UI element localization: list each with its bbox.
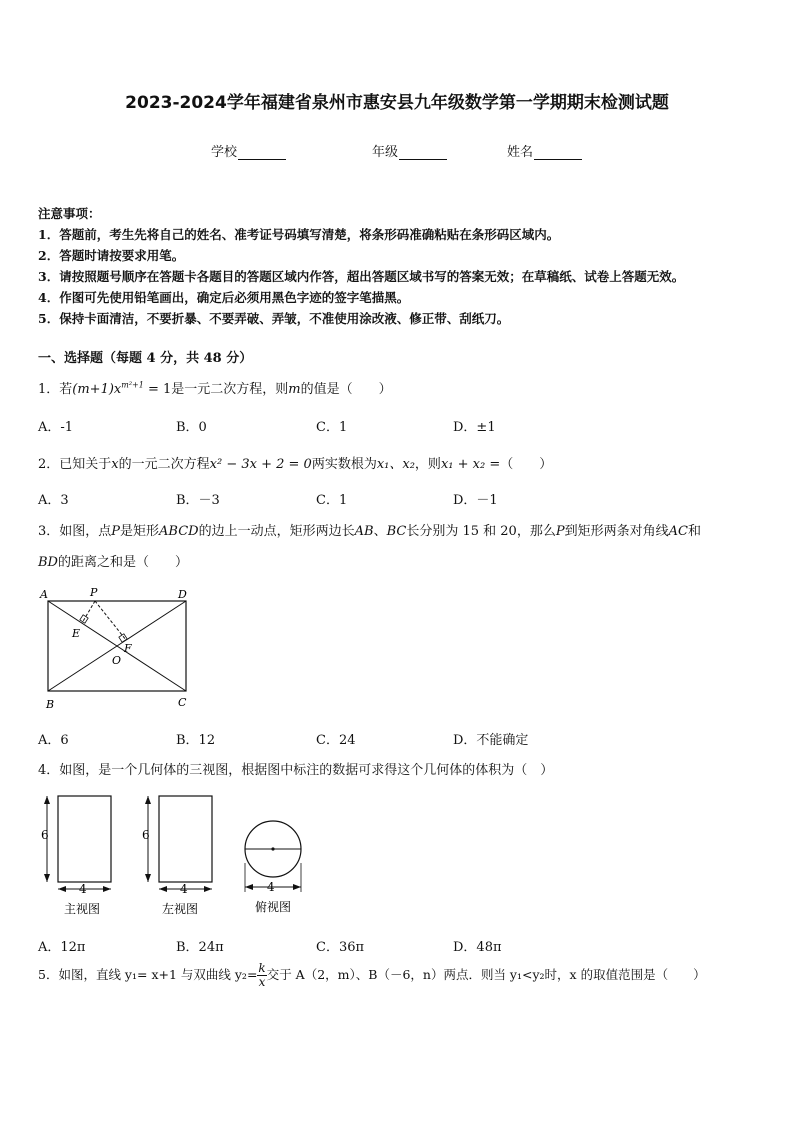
q4-option-c: C．36π: [316, 940, 365, 955]
center-dot: [271, 847, 274, 850]
q2-roots: x₁、x₂: [376, 457, 415, 472]
q1-text: 是一元二次方程，则: [171, 382, 289, 397]
name-field: [507, 141, 582, 160]
school-field: [211, 141, 286, 160]
label-d: D: [178, 588, 187, 601]
question-2: [38, 453, 552, 472]
q2-var: x: [111, 457, 119, 472]
grade-blank: [399, 146, 447, 160]
q1-option-a: A．-1: [38, 420, 74, 435]
question-1: [38, 378, 392, 397]
arrow-left-icon: [245, 884, 253, 890]
label-b: B: [46, 698, 55, 711]
grade-field: [372, 141, 447, 160]
q3-text-b: 是矩形: [120, 524, 160, 539]
q3-text-c: 的边上一动点，矩形两边长: [198, 524, 355, 539]
notes-block: [38, 203, 684, 329]
q2-text-c: 两实数根为: [311, 457, 377, 472]
section-heading-choice: 一、选择题（每题 4 分，共 48 分）: [38, 351, 253, 366]
note-item: 4．作图可先使用铅笔画出，确定后必须用黑色字迹的签字笔描黑。: [38, 290, 410, 305]
q4-front-view: [36, 792, 126, 922]
q2-text-b: 的一元二次方程: [118, 457, 210, 472]
width-label: 4: [79, 882, 87, 896]
note-item: 5．保持卡面清洁，不要折暴、不要弄破、弄皱，不准使用涂改液、修正带、刮纸刀。: [38, 311, 510, 326]
question-3-line2: [38, 551, 188, 570]
school-label: 学校: [211, 145, 238, 160]
q2-text-e: （ ）: [500, 457, 553, 472]
q3-text-e: 到矩形两条对角线: [564, 524, 669, 539]
arrow-up-icon: [145, 796, 151, 804]
name-label: 姓名: [507, 145, 534, 160]
q2-option-b: B．－3: [176, 493, 220, 508]
caption-side-view: 左视图: [162, 902, 199, 916]
q4-option-b: B．24π: [176, 940, 224, 955]
q3-text-line2: 的距离之和是（ ）: [57, 555, 188, 570]
q1-option-d: D．±1: [453, 420, 496, 435]
q2-sum: x₁ + x₂ =: [440, 457, 501, 472]
width-label: 4: [180, 882, 188, 896]
q4-option-a: A．12π: [38, 940, 86, 955]
q1-exponent: m²+1: [121, 380, 144, 390]
right-angle-mark-f: [119, 634, 127, 642]
q3-option-d: D．不能确定: [453, 733, 529, 748]
q3-text-d: 长分别为 15 和 20，那么: [406, 524, 556, 539]
q3-side-ab: AB: [354, 524, 374, 539]
arrow-right-icon: [293, 884, 301, 890]
q3-option-c: C．24: [316, 733, 356, 748]
q4-side-view: [137, 792, 227, 922]
question-3: [38, 520, 701, 539]
label-c: C: [178, 696, 187, 709]
arrow-down-icon: [145, 874, 151, 882]
label-p: P: [90, 586, 98, 599]
q3-point-p2: P: [555, 524, 565, 539]
q3-point-p: P: [111, 524, 121, 539]
question-4: 4．如图，是一个几何体的三视图，根据图中标注的数据可求得这个几何体的体积为（ ）: [38, 763, 554, 778]
q3-text: 3．如图，点: [38, 524, 112, 539]
side-view-rect: [159, 796, 212, 882]
q3-rectangle-figure: [38, 584, 198, 714]
q5-text: 5．如图，直线 y₁= x+1 与双曲线 y₂=: [38, 967, 258, 982]
page-title: 2023-2024学年福建省泉州市惠安县九年级数学第一学期期末检测试题: [125, 93, 669, 113]
school-blank: [238, 146, 286, 160]
q2-option-c: C．1: [316, 493, 348, 508]
arrow-left-icon: [159, 886, 167, 892]
label-o: O: [112, 654, 122, 667]
q2-text-d: ，则: [414, 457, 441, 472]
caption-front-view: 主视图: [64, 902, 101, 916]
q2-text: 2．已知关于: [38, 457, 112, 472]
q2-option-d: D．－1: [453, 493, 498, 508]
label-f: F: [124, 642, 132, 655]
grade-label: 年级: [372, 145, 399, 160]
q3-text-f: 和: [687, 524, 701, 539]
note-item: 3．请按照题号顺序在答题卡各题目的答题区域内作答，超出答题区域书写的答案无效；在草稿纸、试卷上答题无效。: [38, 269, 685, 284]
q3-diag-bd: BD: [38, 555, 58, 570]
q5-frac-denominator: x: [258, 975, 266, 989]
arrow-right-icon: [204, 886, 212, 892]
front-view-rect: [58, 796, 111, 882]
q4-option-d: D．48π: [453, 940, 502, 955]
q1-text-end: 的值是（ ）: [300, 382, 392, 397]
q1-expression: (m+1)x: [72, 382, 122, 397]
q2-option-a: A．3: [38, 493, 69, 508]
label-e: E: [72, 627, 81, 640]
arrow-up-icon: [44, 796, 50, 804]
label-a: A: [40, 588, 48, 601]
height-label: 6: [142, 828, 150, 842]
q1-equals: = 1: [143, 382, 172, 397]
caption-top-view: 俯视图: [255, 900, 292, 914]
q5-fraction: [257, 962, 266, 989]
note-item: 1．答题前，考生先将自己的姓名、准考证号码填写清楚，将条形码准确粘贴在条形码区域内。: [38, 227, 560, 242]
q3-rect-name: ABCD: [159, 524, 199, 539]
q1-option-b: B．0: [176, 420, 207, 435]
width-label: 4: [267, 880, 275, 894]
q3-sep: 、: [373, 524, 387, 539]
q3-diag-ac: AC: [668, 524, 688, 539]
q3-side-bc: BC: [386, 524, 407, 539]
q3-option-a: A．6: [38, 733, 69, 748]
arrow-left-icon: [58, 886, 66, 892]
arrow-down-icon: [44, 874, 50, 882]
note-item: 2．答题时请按要求用笔。: [38, 248, 185, 263]
notes-heading: 注意事项：: [38, 206, 101, 221]
name-blank: [534, 146, 582, 160]
q4-top-view: [236, 818, 316, 922]
q2-equation: x² − 3x + 2 = 0: [209, 457, 312, 472]
q1-var: m: [288, 382, 301, 397]
q3-option-b: B．12: [176, 733, 216, 748]
q1-option-c: C．1: [316, 420, 348, 435]
perpendicular-pe: [82, 601, 95, 623]
height-label: 6: [41, 828, 49, 842]
q5-frac-numerator: k: [258, 961, 266, 975]
q5-text-b: 交于 A（2，m）、B（－6，n）两点．则当 y₁<y₂时，x 的取值范围是（ ）: [266, 967, 706, 982]
question-5: [38, 962, 706, 989]
arrow-right-icon: [103, 886, 111, 892]
q1-number: 1．若: [38, 382, 73, 397]
